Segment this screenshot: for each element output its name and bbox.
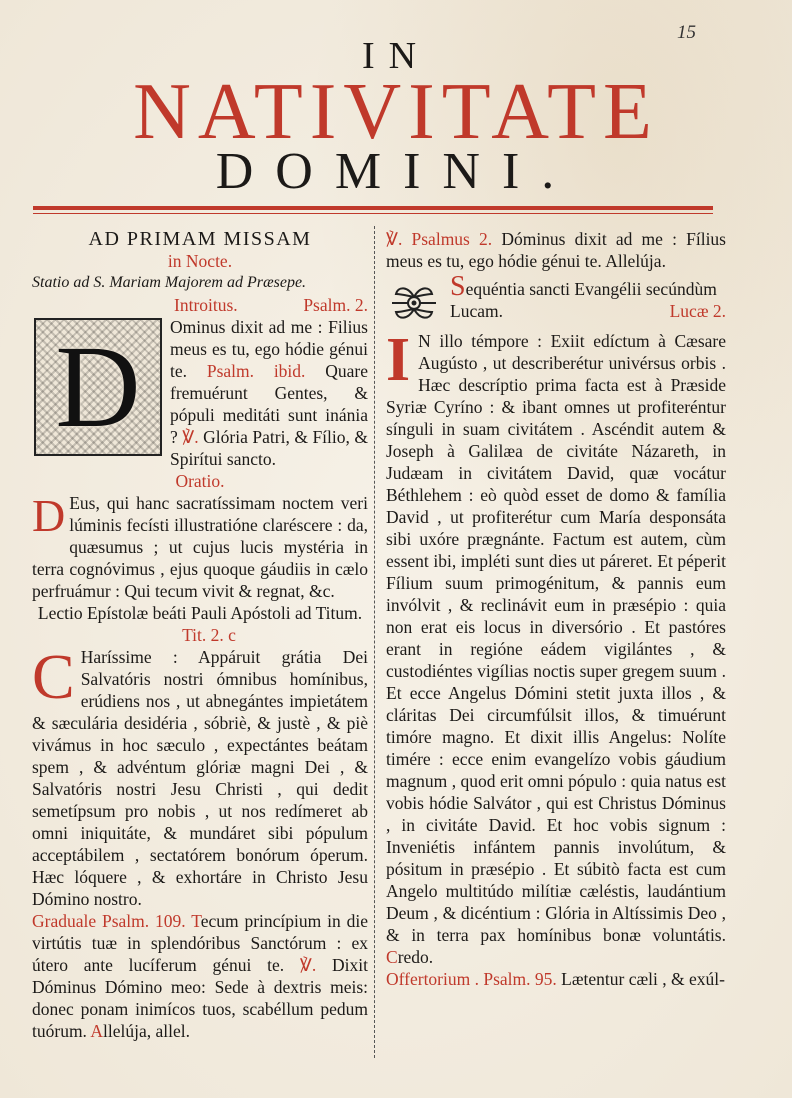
graduale-versicle-icon: ℣. <box>299 955 317 975</box>
fleuron-svg <box>388 280 440 326</box>
introitus-label: Introitus. <box>174 295 238 315</box>
credo-initial: C <box>386 947 398 967</box>
oratio-initial: D <box>32 490 66 541</box>
sequentia-reference: Lucæ 2. <box>669 301 726 321</box>
introitus-reference: Psalm. 2. <box>303 295 368 315</box>
decorated-initial-d <box>34 318 162 456</box>
oratio-label: Oratio. <box>175 471 225 491</box>
versicle-icon: ℣. <box>182 427 199 447</box>
introitus-heading <box>32 294 368 316</box>
psalmus-text: Dóminus dixit ad me : Fílius meus es tu, ego hódie génui te. Allelúja. <box>386 229 726 271</box>
graduale-body: ecum princípium in die virtútis tuæ in splendóribus Sanctórum : ex útero ante lucíferum génui te. <box>32 911 369 975</box>
graduale-text <box>32 910 368 1042</box>
sequentia-initial: S <box>450 271 466 302</box>
lectio-reference: Tit. 2. c <box>182 625 236 645</box>
fleuron-ornament-icon <box>388 280 440 326</box>
header-rule-thin <box>33 213 713 214</box>
missa-subtitle: in Nocte. <box>167 251 233 271</box>
alleluia-initial: A <box>90 1021 103 1041</box>
gospel-body: N illo témpore : Exiit edíctum à Cæsare Augústo , ut describerétur univérsus orbis . Hæc descríptio prima facta est à Præside Syriæ Cyríno : & ibant omnes ut profiteréntur sínguli in suam civitátem . Ascéndit autem & Joseph à Galilæa de civitáte Názareth, in Judæam in civitátem David, quæ vocátur Béthlehem : eò quòd esset de domo & família David , ut profiterétur cum María desponsáta sibi uxóre prægnánte. Factum est autem, cùm essent ibi, impléti sunt dies ut páreret. Et péperit Fílium suum primogénitum, & pannis eum invólvit , & reclinávit eum in præsépio : quia non erat eis locus in diversório . Et pastóres erant in regióne eádem vigilántes , & custodiéntes vigílias noctis super gregem suum . Et ecce Angelus Dómini stetit juxta illos , & cláritas Dei circumfúlsit illos, & timuérunt timóre magno. Et dixit illis Angelus: Nolíte timére : ecce enim evangelízo vobis gáudium magnum , quod erit omni pópulo : quia natus est vobis hódie Salvátor , qui est Christus Dóminus , in civitáte David. Et hoc vobis signum : Inveniétis infántem pannis involútum, & pósitum in præsépio . Et súbitò facta est cum Angelo multitúdo milítiæ cæléstis, laudántium Deum , & dicéntium : Glória in Altíssimis Deo , & in terra pax homínibus bonæ voluntátis. <box>386 331 726 945</box>
lectio-body: Haríssime : Appáruit grátia Dei Salvatóris nostri ómnibus homínibus, erúdiens nos , ut abnegántes impietátem & sæculária desidéria , sóbriè, & justè , & piè vivámus in hoc sæculo , expectántes beátam spem , & advéntum glóriæ magni Dei , & Salvatóris nostri Jesu Christi , qui dedit semetípsum pro nobis , ut nos redímeret ab omni iniquitáte, & mundáret sibi pópulum acceptábilem , sectatórem bonórum óperum. Hæc lóquere , & exhortáre in Christo Jesu Dómino nostro. <box>32 647 368 909</box>
offertorium-text: Lætentur cæli , & exúl- <box>561 969 725 989</box>
lectio-heading <box>32 602 368 646</box>
column-divider <box>374 226 375 1058</box>
introitus-psalm-label: Psalm. ibid. <box>206 361 306 381</box>
missa-title: AD PRIMAM MISSAM <box>88 228 312 250</box>
oratio-text <box>32 492 368 602</box>
introitus-antiphon: Ominus dixit ad me : Filius meus es tu, ego hódie génui te. <box>170 317 368 381</box>
psalmus-label: Psalmus 2. <box>411 229 493 249</box>
lectio-initial: C <box>32 641 75 712</box>
alleluia-text: llelúja, allel. <box>103 1021 190 1041</box>
header-in: IN <box>361 35 431 77</box>
statio-line: Statio ad S. Mariam Majorem ad Præsepe. <box>32 274 307 291</box>
sequentia-heading <box>386 271 726 326</box>
introitus-gloria: Glória Patri, & Fílio, & Spirítui sancto. <box>170 427 369 469</box>
psalmus-block <box>386 228 726 272</box>
offertorium-label: Offertorium . Psalm. 95. <box>386 969 557 989</box>
page-number: 15 <box>677 22 696 43</box>
decorated-initial-letter: D <box>55 321 141 452</box>
credo-text: redo. <box>397 947 434 967</box>
header-nativitate: NATIVITATE <box>133 68 659 156</box>
psalmus-versicle-icon: ℣. <box>386 229 403 249</box>
graduale-versicle: Dixit Dóminus Dómino meo: Sede à dextris meis: donec ponam inimícos tuos, scabéllum pedum tuórum. <box>32 955 369 1041</box>
sequentia-text: equéntia sancti Evangélii secúndùm Lucam. <box>450 279 717 321</box>
right-column <box>386 228 726 990</box>
gospel-text <box>386 326 726 968</box>
header-rule-thick <box>33 206 713 210</box>
gospel-initial: I <box>386 326 411 394</box>
lectio-label: Lectio Epístolæ beáti Pauli Apóstoli ad Titum. <box>37 603 363 623</box>
header-domini: DOMINI. <box>215 143 577 200</box>
offertorium-block <box>386 968 726 990</box>
lectio-text <box>32 641 368 910</box>
graduale-initial: T <box>191 911 201 931</box>
graduale-label: Graduale Psalm. 109. <box>32 911 186 931</box>
oratio-body: Eus, qui hanc sacratíssimam noctem veri lúminis fecísti illustratióne claréscere : da, quæsumus ; ut cujus lucis mystéria in terra cognóvimus , ejus quoque gáudiis in cælo perfruámur : Qui tecum vivit & regnat, &c. <box>32 493 368 601</box>
left-column <box>32 228 368 1042</box>
introitus-psalm-text: Quare fremuérunt Gentes, & pópuli meditáti sunt inánia ? <box>170 361 369 447</box>
